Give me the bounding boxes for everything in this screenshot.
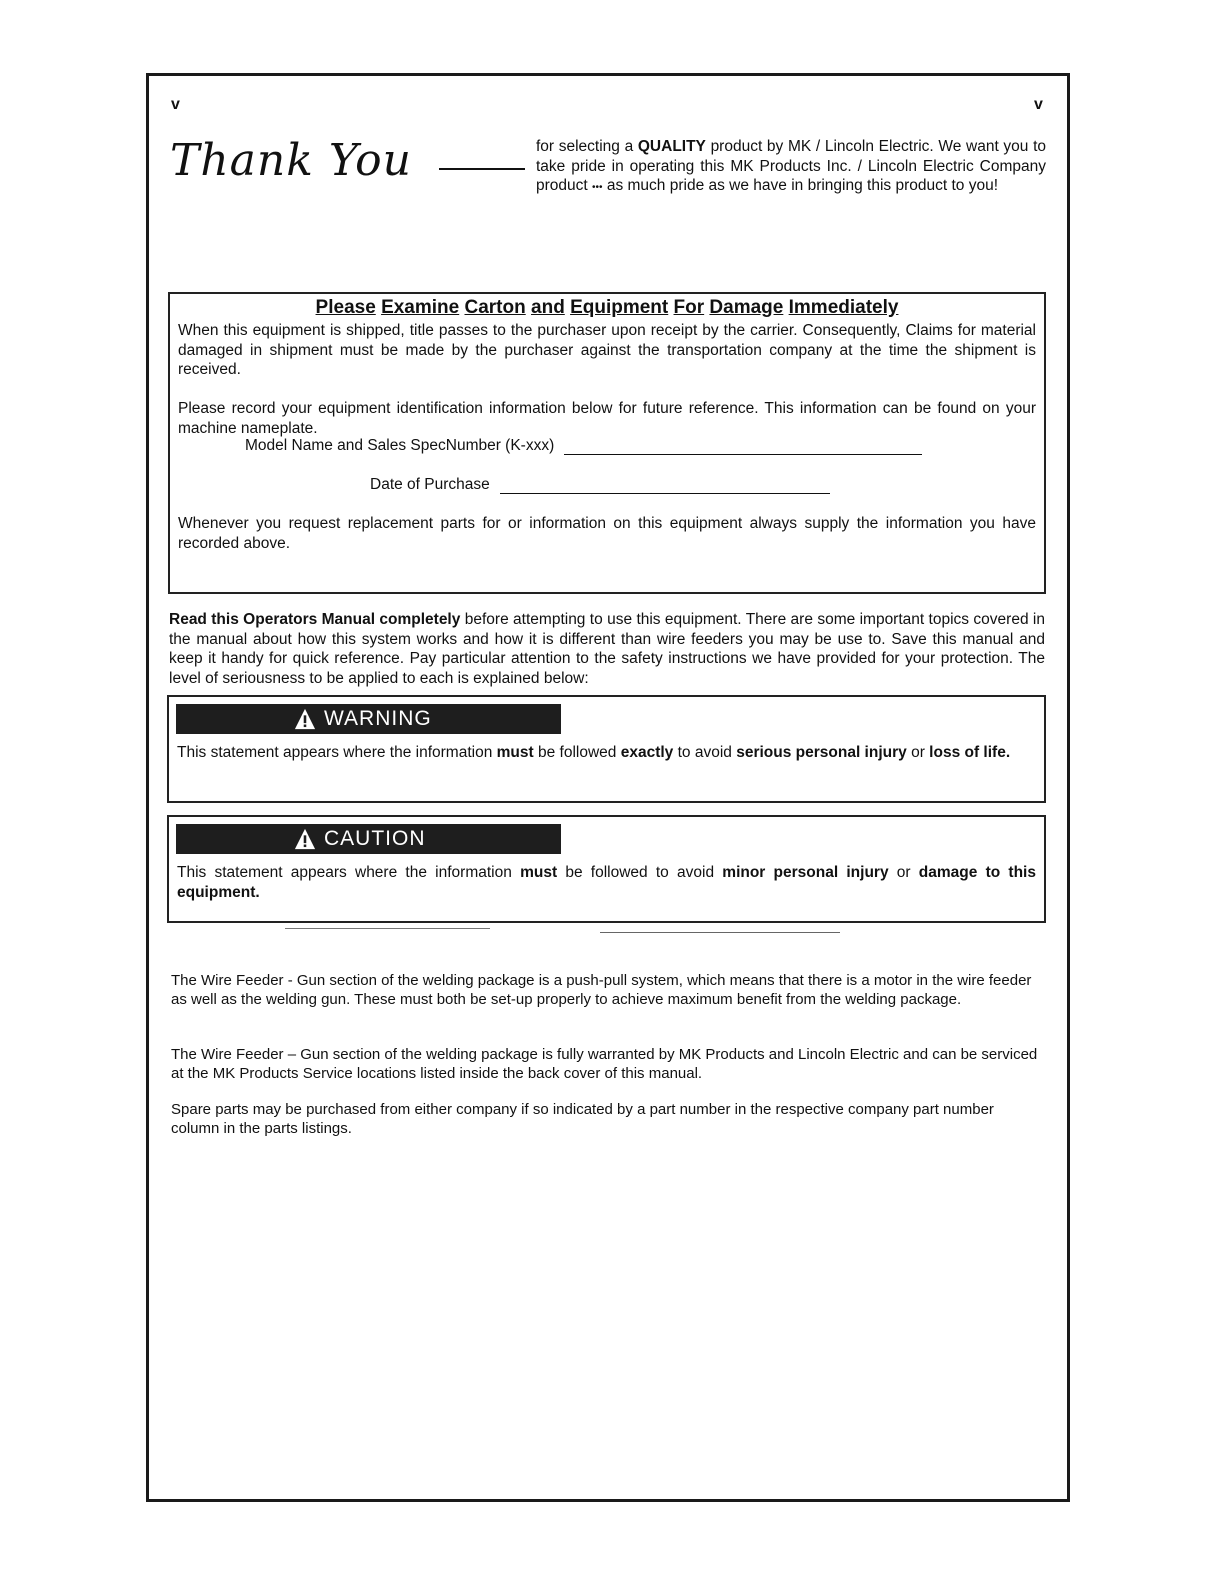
caution-text-part: or [888, 864, 919, 881]
warning-label: WARNING [324, 707, 432, 730]
date-field-label: Date of Purchase [370, 476, 490, 493]
caution-text [177, 863, 1036, 902]
read-manual-bold: Read this Operators Manual completely [169, 611, 461, 628]
title-word: Examine [381, 297, 460, 318]
damage-notice-box [168, 292, 1046, 594]
intro-text-2: product by MK / Lincoln Electric. We want you to take pride in operating this MK Products Inc. / Lincoln Electric Company product [536, 138, 1046, 194]
caution-text-bold: must [520, 864, 558, 881]
intro-dots: ••• [592, 182, 603, 193]
warranty-paragraph: The Wire Feeder – Gun section of the welding package is fully warranted by MK Products and Lincoln Electric and can be serviced at the MK Products Service locations listed inside the back cover of this manual. [171, 1046, 1038, 1082]
damage-claims-text: When this equipment is shipped, title passes to the purchaser upon receipt by the carrier. Consequently, Claims for material damaged in shipment must be made by the purchaser against the transportation company at the time the shipment is received. [178, 322, 1036, 378]
caution-box [167, 815, 1046, 923]
caution-text-bold: minor personal injury [722, 864, 889, 881]
spare-parts-paragraph: Spare parts may be purchased from either company if so indicated by a part number in the respective company part number column in the parts listings. [171, 1101, 994, 1137]
caution-banner [176, 824, 561, 854]
intro-text-3: as much pride as we have in bringing this product to you! [602, 177, 999, 194]
warning-text-part: to avoid [673, 744, 737, 761]
model-field-row [245, 437, 922, 455]
intro-paragraph [536, 137, 1046, 198]
damage-title [170, 297, 1044, 319]
caution-label: CAUTION [324, 827, 426, 850]
warning-banner [176, 704, 561, 734]
warning-text-bold: must [496, 744, 534, 761]
title-word: For [673, 297, 705, 318]
page-marker-right: v [1034, 96, 1043, 113]
page-marker-left: v [171, 96, 180, 113]
read-manual-paragraph [169, 610, 1045, 688]
title-word: Damage [709, 297, 784, 318]
intro-quality: QUALITY [637, 138, 706, 155]
warning-text-part: This statement appears where the information [177, 744, 497, 761]
intro-text-1: for selecting a [536, 138, 638, 155]
title-word: Equipment [570, 297, 669, 318]
separator-line [285, 928, 490, 929]
date-field-row [370, 476, 830, 494]
read-manual-text: before attempting to use this equipment. There are some important topics covered in the manual about how this system works and how it is different than wire feeders you may be use to. Save this manual and keep it handy for quick reference. Pay particular attention to the safety instructions we have provided for your protection. The level of seriousness to be applied to each is explained below: [169, 611, 1045, 687]
separator-line [600, 932, 840, 933]
thank-you-heading: Thank You [170, 135, 412, 186]
title-word: Immediately [788, 297, 899, 318]
warning-text-bold: loss of life. [929, 744, 1011, 761]
dash-rule [439, 168, 525, 170]
model-field-label: Model Name and Sales SpecNumber (K-xxx) [245, 437, 555, 454]
warning-text-part: or [906, 744, 930, 761]
warning-text [177, 743, 1036, 763]
replacement-parts-text: Whenever you request replacement parts for or information on this equipment always supply the information you have recorded above. [178, 515, 1036, 552]
title-word: and [531, 297, 565, 318]
warning-triangle-icon [294, 828, 316, 850]
warning-text-bold: serious personal injury [736, 744, 907, 761]
warning-triangle-icon [294, 708, 316, 730]
record-info-text: Please record your equipment identification information below for future reference. This information can be found on your machine nameplate. [178, 400, 1036, 437]
warning-text-bold: exactly [620, 744, 674, 761]
push-pull-paragraph: The Wire Feeder - Gun section of the welding package is a push-pull system, which means that there is a motor in the wire feeder as well as the welding gun. These must both be set-up properly to achieve maximum benefit from the welding package. [171, 972, 1032, 1008]
date-field-line[interactable] [500, 479, 830, 494]
caution-text-part: be followed to avoid [557, 864, 723, 881]
model-field-line[interactable] [564, 440, 922, 455]
caution-text-part: This statement appears where the information [177, 864, 521, 881]
title-word: Please [315, 297, 376, 318]
title-word: Carton [464, 297, 526, 318]
warning-text-part: be followed [533, 744, 621, 761]
warning-box [167, 695, 1046, 803]
caution-text-bold: damage to this equipment. [177, 864, 1036, 901]
